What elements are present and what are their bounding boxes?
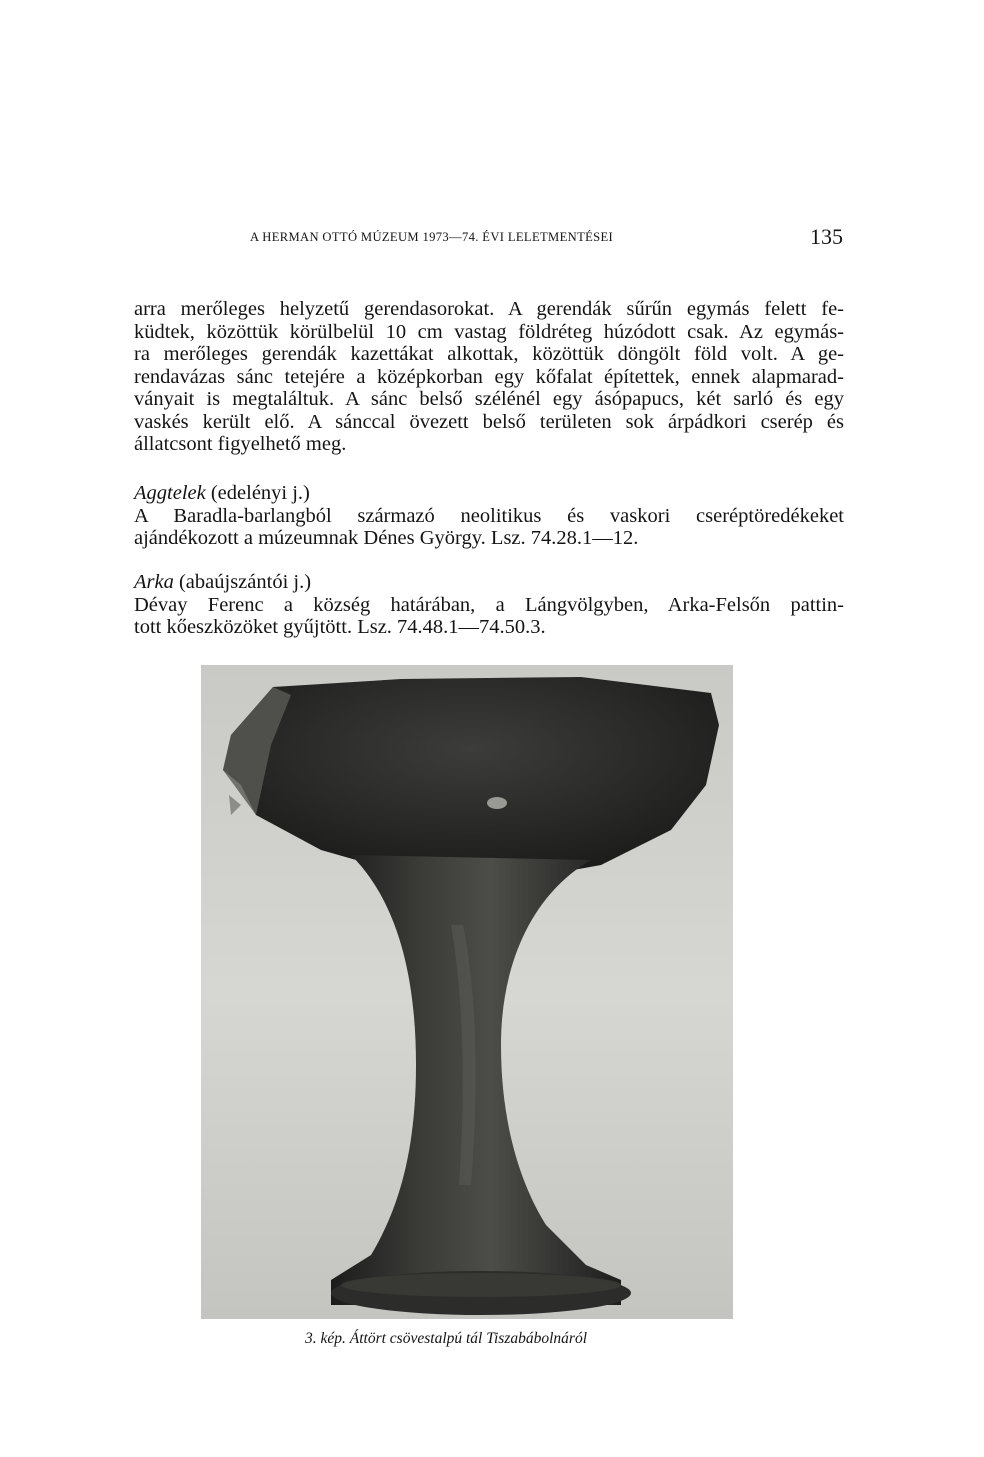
text-line: tott kőeszközöket gyűjtött. Lsz. 74.48.1—74.50.3. [134, 616, 546, 638]
text-line: állatcsont figyelhető meg. [134, 433, 347, 455]
page-number: 135 [810, 224, 843, 249]
text-line: ványait is megtaláltuk. A sánc belső szélénél egy ásópapucs, két sarló és egy [134, 388, 844, 410]
entry-arka [134, 571, 844, 639]
district-name: (abaújszántói j.) [173, 571, 312, 593]
district-name: (edelényi j.) [205, 482, 310, 504]
text-line: Dévay Ferenc a község határában, a Lángvölgyben, Arka-Felsőn pattin- [134, 593, 844, 616]
text-line: ra merőleges gerendák kazettákat alkottak, közöttük döngölt föld volt. A ge- [134, 343, 844, 365]
entry-heading [134, 482, 844, 505]
text-line: rendavázas sánc tetejére a középkorban egy kőfalat építettek, ennek alapmarad- [134, 365, 844, 388]
paragraph-sanc [134, 298, 844, 456]
text-line: küdtek, közöttük körülbelül 10 cm vastag földréteg húzódott csak. Az egymás- [134, 320, 844, 343]
place-name: Aggtelek [134, 482, 206, 504]
text-line: arra merőleges helyzetű gerendasorokat. A gerendák sűrűn egymás felett fe- [134, 298, 844, 320]
entry-aggtelek [134, 482, 844, 550]
running-head: A HERMAN OTTÓ MÚZEUM 1973—74. ÉVI LELETMENTÉSEI [250, 230, 614, 244]
entry-heading [134, 571, 844, 594]
place-name: Arka [134, 571, 174, 593]
text-line: vaskés került elő. A sánccal övezett belső területen sok árpádkori cserép és [134, 410, 844, 433]
pedestal-bowl-photo [201, 665, 733, 1319]
figure-caption: 3. kép. Áttört csövestalpú tál Tiszabábolnáról [305, 1330, 588, 1347]
pedestal-bowl-image [201, 665, 733, 1319]
page-header [250, 226, 850, 250]
text-line: ajándékozott a múzeumnak Dénes György. Lsz. 74.28.1—12. [134, 527, 639, 549]
text-line: A Baradla-barlangból származó neolitikus és vaskori cseréptöredékeket [134, 504, 844, 527]
